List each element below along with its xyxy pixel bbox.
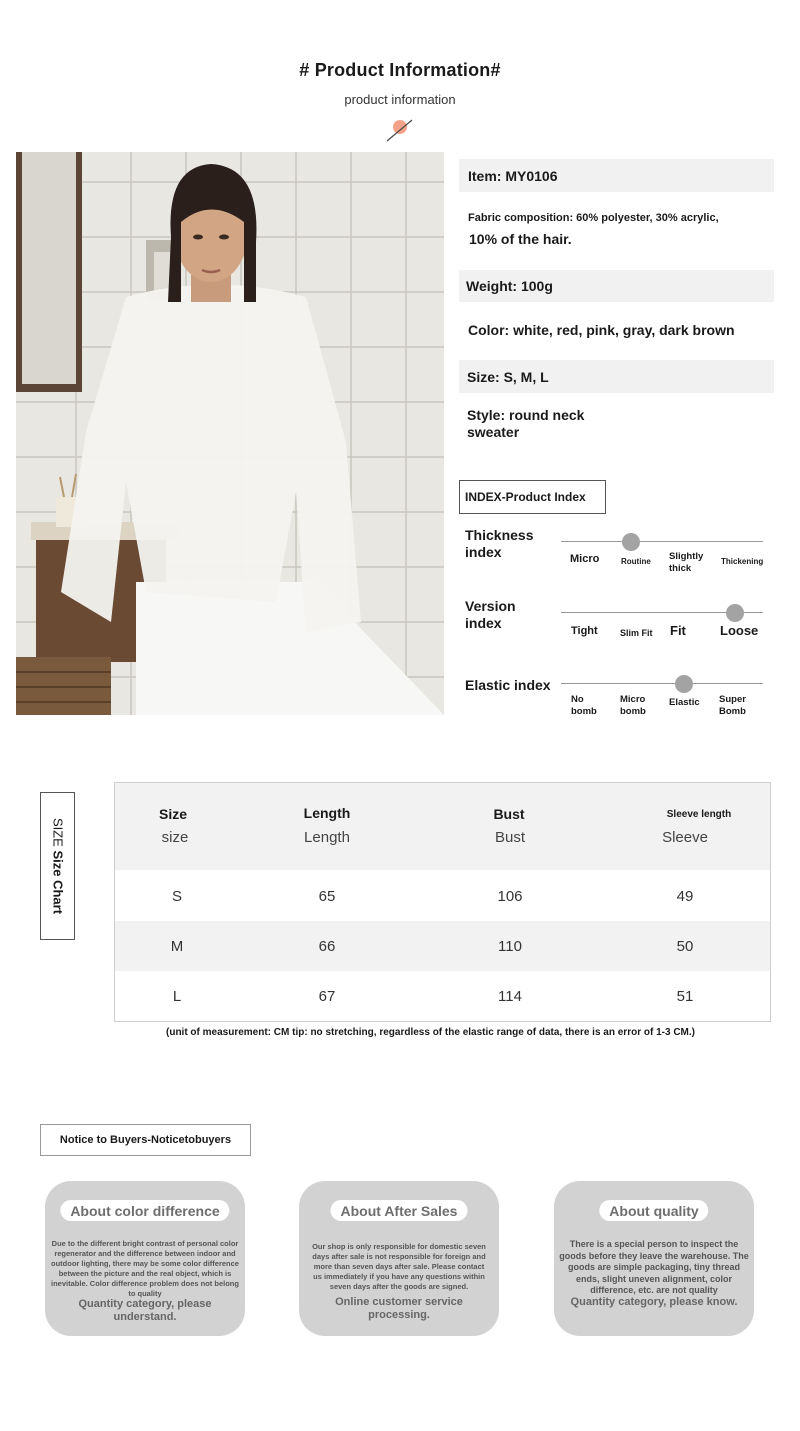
card-body: There is a special person to inspect the goods before they leave the warehouse. The goods are simple packaging, tiny thread ends, slight uneven alignment, color difference, etc. are not quality: [559, 1239, 749, 1295]
product-photo: [16, 152, 444, 715]
thickness-index-track: [561, 541, 763, 542]
header-bust: Bust: [493, 806, 525, 822]
notice-card-after-sales: [299, 1181, 499, 1336]
size-chart-tab-bold: Size Chart: [50, 850, 65, 915]
card-footer: Online customer service processing.: [335, 1296, 463, 1321]
notice-card-quality: [554, 1181, 754, 1336]
version-index-label: Version index: [465, 598, 516, 631]
cell-bust: 106: [497, 888, 523, 905]
version-option-loose: Loose: [720, 623, 759, 638]
elastic-option-no-bomb: No bomb: [571, 694, 597, 717]
elastic-option-elastic: Elastic: [669, 697, 700, 708]
header-size-sub: size: [161, 829, 189, 846]
cell-size: M: [170, 938, 184, 955]
header-size: Size: [158, 806, 188, 822]
card-body: Due to the different bright contrast of personal color regenerator and the difference between indoor and outdoor lighting, there may be some color difference between the picture and the real object, which is inevitable. Color difference problem does not belong to quality: [51, 1239, 239, 1298]
fabric-composition-line1: Fabric composition: 60% polyester, 30% acrylic,: [468, 212, 719, 224]
notice-title: Notice to Buyers-Noticetobuyers: [40, 1124, 251, 1156]
header-length: Length: [303, 805, 351, 821]
page-subtitle: product information: [344, 92, 456, 107]
size-chart-tab-light: SIZE: [50, 817, 65, 847]
thickness-option-thickening: Thickening: [721, 557, 764, 566]
header-sleeve-sub: Sleeve: [662, 829, 708, 846]
cell-length: 66: [318, 938, 336, 955]
cell-sleeve: 51: [676, 988, 694, 1005]
thickness-index-label: Thickness index: [465, 527, 534, 560]
decorative-divider-icon: [384, 116, 416, 144]
thickness-option-micro: Micro: [570, 553, 600, 565]
thickness-index-marker: [622, 533, 640, 551]
size-options: Size: S, M, L: [459, 360, 774, 393]
style: Style: round neck sweater: [467, 407, 585, 440]
header-length-sub: Length: [304, 829, 350, 846]
color-options: Color: white, red, pink, gray, dark brown: [468, 322, 735, 338]
version-option-tight: Tight: [571, 625, 598, 637]
cell-length: 65: [318, 888, 336, 905]
fabric-composition-line2: 10% of the hair.: [469, 231, 572, 247]
version-option-slim-fit: Slim Fit: [620, 628, 653, 638]
card-title: About color difference: [60, 1200, 229, 1221]
elastic-option-super-bomb: Super Bomb: [719, 694, 746, 717]
size-chart-table: [114, 782, 771, 1022]
elastic-index-marker: [675, 675, 693, 693]
elastic-index-label: Elastic index: [465, 677, 551, 693]
cell-bust: 114: [498, 988, 522, 1005]
product-index-title: INDEX-Product Index: [459, 480, 606, 514]
elastic-option-micro-bomb: Micro bomb: [620, 694, 646, 717]
page-title: # Product Information#: [299, 60, 501, 80]
cell-bust: 110: [498, 938, 522, 955]
cell-size: L: [172, 988, 182, 1005]
notice-card-color-difference: [45, 1181, 245, 1336]
table-row: [115, 971, 770, 1021]
header-sleeve-length: Sleeve length: [666, 809, 732, 820]
card-body: Our shop is only responsible for domestic seven days after sale is not responsible for foreign and more than seven days after sale. Please contact us immediately if you have any questions within seven days after the goods are signed.: [312, 1242, 486, 1291]
version-index-marker: [726, 604, 744, 622]
thickness-option-slightly-thick: Slightly thick: [669, 551, 704, 574]
table-row: [115, 870, 770, 921]
card-title: About After Sales: [331, 1200, 468, 1221]
card-title: About quality: [599, 1200, 708, 1221]
header-bust-sub: Bust: [494, 829, 526, 846]
weight: Weight: 100g: [459, 270, 774, 302]
thickness-option-routine: Routine: [621, 557, 651, 566]
item-number: Item: MY0106: [459, 159, 774, 192]
measurement-note: (unit of measurement: CM tip: no stretching, regardless of the elastic range of data, there is an error of 1-3 CM.): [166, 1027, 695, 1038]
table-row: [115, 921, 770, 971]
cell-length: 67: [318, 988, 336, 1005]
elastic-index-track: [561, 683, 763, 684]
card-footer: Quantity category, please understand.: [78, 1298, 212, 1323]
cell-sleeve: 49: [676, 888, 694, 905]
card-footer: Quantity category, please know.: [570, 1296, 738, 1308]
version-option-fit: Fit: [670, 623, 686, 638]
size-chart-tab: [40, 792, 75, 940]
cell-sleeve: 50: [676, 938, 694, 955]
table-header-row: [115, 783, 770, 870]
cell-size: S: [171, 888, 183, 905]
